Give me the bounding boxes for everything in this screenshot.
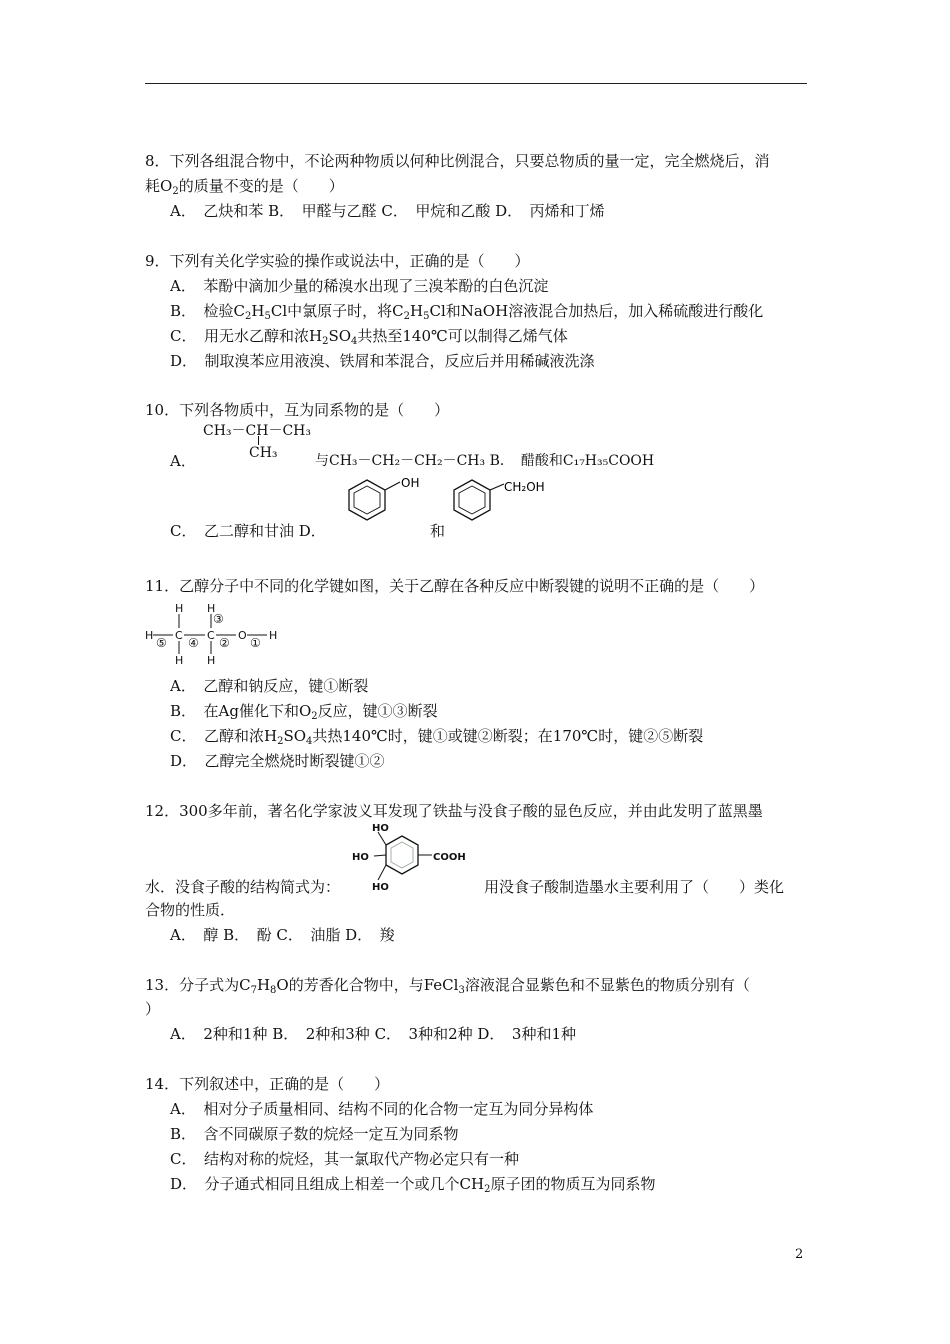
q10-isobutane-top: CH₃－CH－CH₃ bbox=[203, 423, 311, 439]
header-rule bbox=[145, 83, 807, 84]
svg-text:HO: HO bbox=[352, 852, 369, 863]
q8-stem-line1: 8．下列各组混合物中，不论两种物质以何种比例混合，只要总物质的量一定，完全燃烧后，消 bbox=[145, 152, 770, 170]
svg-text:HO: HO bbox=[372, 823, 389, 834]
svg-text:HO: HO bbox=[372, 882, 389, 892]
svg-text:H: H bbox=[269, 629, 278, 642]
q14-option-a: A． 相对分子质量相同、结构不同的化合物一定互为同分异构体 bbox=[170, 1100, 594, 1118]
q10-option-d-and: 和 bbox=[430, 522, 446, 540]
svg-text:H: H bbox=[175, 654, 184, 667]
q10-option-a-text: 与CH₃－CH₂－CH₂－CH₃ B． 醋酸和C₁₇H₃₅COOH bbox=[315, 453, 655, 469]
page-number: 2 bbox=[795, 1247, 804, 1262]
svg-text:H: H bbox=[207, 654, 216, 667]
svg-text:COOH: COOH bbox=[433, 852, 466, 863]
q11-ethanol-bond-diagram bbox=[143, 600, 283, 668]
q8-options: A． 乙炔和苯 B． 甲醛与乙醛 C． 甲烷和乙酸 D． 丙烯和丁烯 bbox=[170, 202, 605, 220]
q12-stem-line3: 合物的性质． bbox=[145, 901, 236, 919]
q9-option-d: D． 制取溴苯应用液溴、铁屑和苯混合，反应后并用稀碱液洗涤 bbox=[170, 352, 595, 370]
svg-text:④: ④ bbox=[188, 636, 199, 650]
svg-text:③: ③ bbox=[213, 612, 224, 626]
q13-stem-line1: 13．分子式为$C_7H_8O$的芳香化合物中，与FeCl$_3$溶液混合显紫色和不显紫色的物质分别有（ bbox=[145, 976, 750, 996]
svg-text:H: H bbox=[207, 602, 216, 615]
q12-stem-line2a: 水．没食子酸的结构简式为： bbox=[145, 878, 341, 896]
q9-option-c: C． 用无水乙醇和浓$H_2SO_4$共热至140℃可以制得乙烯气体 bbox=[170, 327, 568, 347]
q12-stem-line1: 12．300多年前，著名化学家波义耳发现了铁盐与没食子酸的显色反应，并由此发明了蓝黑墨 bbox=[145, 802, 763, 820]
svg-text:C: C bbox=[207, 629, 215, 642]
svg-text:H: H bbox=[175, 602, 184, 615]
q10-isobutane-bottom: CH₃ bbox=[249, 445, 278, 461]
q11-option-d: D． 乙醇完全燃烧时断裂键①② bbox=[170, 752, 385, 770]
svg-text:C: C bbox=[175, 629, 183, 642]
q10-phenol-structure bbox=[345, 472, 435, 528]
q11-option-c: C． 乙醇和浓$H_2SO_4$共热140℃时，键①或键②断裂；在170℃时，键②⑤断裂 bbox=[170, 727, 704, 747]
q11-stem: 11．乙醇分子中不同的化学键如图，关于乙醇在各种反应中断裂键的说明不正确的是（ ） bbox=[145, 577, 765, 595]
q12-gallic-acid-structure bbox=[350, 820, 480, 892]
q13-options: A． 2种和1种 B． 2种和3种 C． 3种和2种 D． 3种和1种 bbox=[170, 1025, 577, 1043]
q14-option-d: D． 分子通式相同且组成上相差一个或几个$CH_2$原子团的物质互为同系物 bbox=[170, 1175, 656, 1195]
svg-text:H: H bbox=[145, 629, 154, 642]
q10-option-a-label: A． bbox=[170, 452, 196, 470]
q8-stem-line2: 耗$O_2$的质量不变的是（ ） bbox=[145, 177, 344, 197]
q11-option-a: A． 乙醇和钠反应，键①断裂 bbox=[170, 677, 369, 695]
q10-benzyl-ch2oh-label: CH₂OH bbox=[504, 480, 545, 494]
q10-option-cd: C． 乙二醇和甘油 D． bbox=[170, 522, 326, 540]
q14-option-c: C． 结构对称的烷烃，其一氯取代产物必定只有一种 bbox=[170, 1150, 519, 1168]
svg-text:O: O bbox=[238, 629, 247, 642]
svg-text:⑤: ⑤ bbox=[156, 636, 167, 650]
q12-options: A． 醇 B． 酚 C． 油脂 D． 羧 bbox=[170, 926, 395, 944]
q14-stem: 14．下列叙述中，正确的是（ ） bbox=[145, 1075, 390, 1093]
q13-stem-line2: ） bbox=[145, 1000, 161, 1018]
q9-stem: 9．下列有关化学实验的操作或说法中，正确的是（ ） bbox=[145, 252, 530, 270]
q9-option-a: A． 苯酚中滴加少量的稀溴水出现了三溴苯酚的白色沉淀 bbox=[170, 277, 549, 295]
svg-text:①: ① bbox=[250, 636, 261, 650]
q10-stem: 10．下列各物质中，互为同系物的是（ ） bbox=[145, 401, 450, 419]
q14-option-b: B． 含不同碳原子数的烷烃一定互为同系物 bbox=[170, 1125, 459, 1143]
svg-text:②: ② bbox=[219, 636, 230, 650]
q11-option-b: B． 在Ag催化下和$O_2$反应，键①③断裂 bbox=[170, 702, 438, 722]
q10-phenol-oh-label: OH bbox=[401, 476, 420, 490]
q12-stem-line2b: 用没食子酸制造墨水主要利用了（ ）类化 bbox=[484, 878, 785, 896]
q10-benzyl-alcohol-structure bbox=[446, 472, 556, 528]
q9-option-b: B． 检验$C_2H_5Cl$中氯原子时，将$C_2H_5Cl$和NaOH溶液混合加热后，加入稀硫酸进行酸化 bbox=[170, 302, 764, 322]
